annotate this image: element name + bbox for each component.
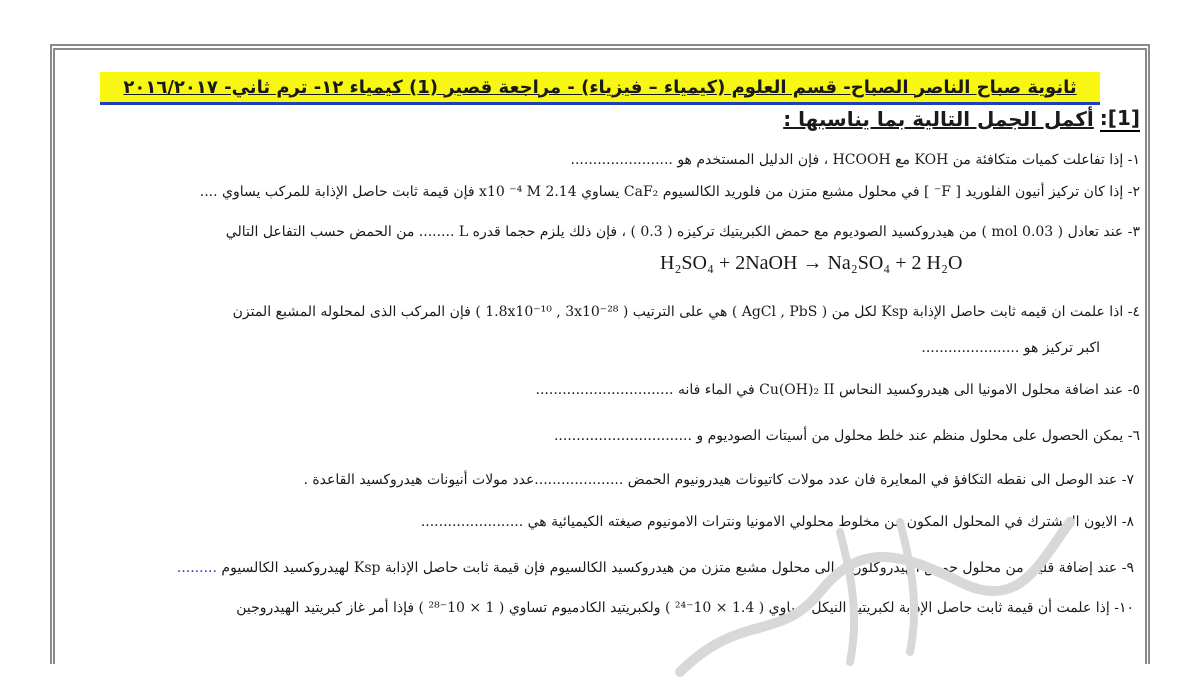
question-number: ٨- [1121, 514, 1134, 530]
question-number: ١٠- [1114, 600, 1134, 616]
question-text: اكبر تركيز هو ...................... [921, 340, 1100, 356]
question-number: ٣- [1127, 224, 1140, 240]
question-text: يمكن الحصول على محلول منظم عند خلط محلول من أسيتات الصوديوم و ............................... [553, 428, 1124, 444]
question-text: عند تعادل ( 0.03 mol ) من هيدروكسيد الصوديوم مع حمض الكبريتيك تركيزه ( 0.3 ) ، فإن ذلك يلزم حجما قدره L ........ من الحمض حسب التفاعل التالي [225, 224, 1124, 240]
section-number: [1]: [1099, 106, 1140, 130]
question-10 [54, 598, 1134, 618]
question-text: الايون المشترك في المحلول المكون من مخلوط محلولي الامونيا ونترات الامونيوم صيغته الكيميائية هي ....................... [420, 514, 1118, 530]
worksheet [60, 62, 1140, 630]
question-text: اذا علمت ان قيمه ثابت حاصل الإذابة Ksp لكل من ( AgCl , PbS ) هي على الترتيب ( 1.8x10⁻¹⁰ , 3x10⁻²⁸ ) فإن المركب الذى لمحلوله المشبع المتزن [232, 304, 1124, 320]
answer-dots: ......... [176, 560, 217, 576]
question-number: ١- [1127, 152, 1140, 168]
question-7 [54, 470, 1134, 490]
reaction-equation: H₂SO₄ + 2NaOH → Na₂SO₄ + 2 H₂O [660, 252, 963, 274]
question-3 [60, 222, 1140, 242]
question-text: عند اضافة محلول الامونيا الى هيدروكسيد النحاس Cu(OH)₂ II في الماء فانه ............................... [535, 382, 1124, 398]
question-2 [60, 182, 1140, 202]
question-text: إذا كان تركيز أنيون الفلوريد [ F⁻ ] في محلول مشبع متزن من فلوريد الكالسيوم CaF₂ يساوي 2.14 x10 ⁻⁴ M فإن قيمة ثابت حاصل الإذابة للمركب يساوي .... [199, 184, 1124, 200]
question-number: ٦- [1127, 428, 1140, 444]
section-heading [783, 104, 1140, 134]
question-8 [54, 512, 1134, 532]
question-text: إذا تفاعلت كميات متكافئة من KOH مع HCOOH ، فإن الدليل المستخدم هو ....................... [570, 152, 1124, 168]
question-text: عند الوصل الى نقطه التكافؤ في المعايرة فان عدد مولات كاتيونات هيدرونيوم الحمض ....................عدد مولات أنيونات هيدروكسيد القاعدة . [303, 472, 1118, 488]
question-number: ٩- [1121, 560, 1134, 576]
question-9 [54, 558, 1134, 578]
section-title: أكمل الجمل التالية بما يناسبها : [783, 107, 1094, 131]
question-4 [60, 302, 1140, 322]
question-text: إذا علمت أن قيمة ثابت حاصل الإذابة لكبريتيد النيكل تساوي ( 1.4 × 10⁻²⁴ ) ولكبريتيد الكادميوم تساوي ( 1 × 10⁻²⁸ ) فإذا أمر غاز كبريتيد الهيدروجين [236, 600, 1110, 616]
header-band [100, 72, 1100, 105]
question-number: ٢- [1127, 184, 1140, 200]
question-text: عند إضافة قليل من محلول حمض الهيدروكلوريك إلى محلول مشبع متزن من هيدروكسيد الكالسيوم فإن قيمة ثابت حاصل الإذابة Ksp لهيدروكسيد الكالسيوم [221, 560, 1118, 576]
question-5 [60, 380, 1140, 400]
question-6 [60, 426, 1140, 446]
page-title: ثانوية صباح الناصر الصباح- قسم العلوم (كيمياء – فيزياء) - مراجعة قصير (1) كيمياء ١٢- ترم ثاني- ٢٠١٦/٢٠١٧ [123, 76, 1077, 98]
question-4-continuation [60, 338, 1100, 358]
question-number: ٤- [1127, 304, 1140, 320]
question-number: ٥- [1127, 382, 1140, 398]
question-number: ٧- [1121, 472, 1134, 488]
question-1 [60, 150, 1140, 170]
